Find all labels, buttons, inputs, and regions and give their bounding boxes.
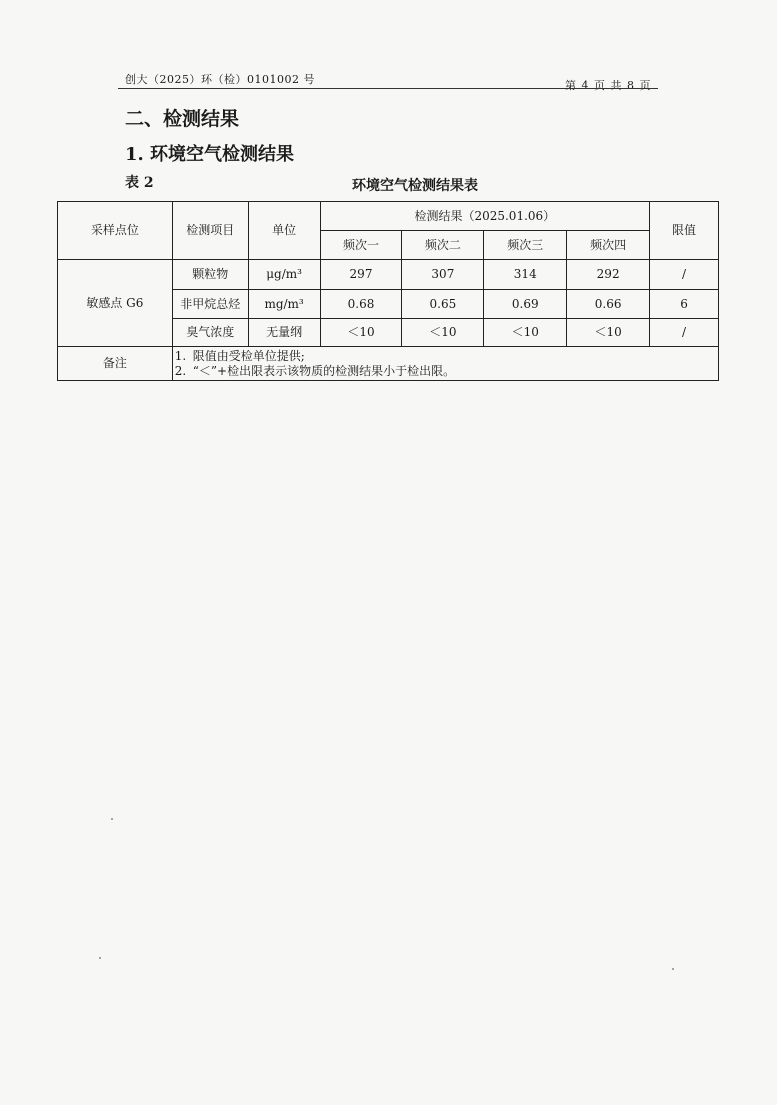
header-freq-4: 频次四 [567,231,650,260]
value-cell: ＜10 [484,319,567,347]
limit-cell: / [650,260,719,290]
remarks-label: 备注 [58,347,173,381]
value-cell: ＜10 [320,319,402,347]
scan-speck [111,818,113,820]
item-cell: 臭气浓度 [172,319,248,347]
remark-line [175,364,718,379]
item-cell: 非甲烷总烃 [172,290,248,319]
limit-cell: / [650,319,719,347]
header-freq-2: 频次二 [402,231,484,260]
value-cell: 0.66 [567,290,650,319]
subsection-title: 1. 环境空气检测结果 [125,144,295,165]
value-cell: 0.69 [484,290,567,319]
page-indicator: 第 4 页 共 8 页 [565,79,652,92]
remarks-row [58,347,719,381]
header-item: 检测项目 [172,202,248,260]
table-number: 表 2 [125,175,154,191]
table-title: 环境空气检测结果表 [352,178,478,194]
remark-text: 限值由受检单位提供; [192,348,305,363]
value-cell: 0.65 [402,290,484,319]
header-results: 检测结果（2025.01.06） [320,202,650,231]
value-cell: 0.68 [320,290,402,319]
header-limit: 限值 [650,202,719,260]
results-table [57,201,719,381]
remark-number: 2. [174,363,187,378]
header-divider [118,88,658,89]
unit-cell: 无量纲 [248,319,320,347]
unit-cell: μg/m³ [248,260,320,290]
remark-number: 1. [174,348,187,363]
header-freq-3: 频次三 [484,231,567,260]
report-number: 创大（2025）环（检）0101002 号 [125,73,315,86]
table-row [58,260,719,290]
header-site: 采样点位 [58,202,173,260]
item-cell: 颗粒物 [172,260,248,290]
header-freq-1: 频次一 [320,231,402,260]
value-cell: 314 [484,260,567,290]
section-title: 二、检测结果 [125,108,240,130]
header-unit: 单位 [248,202,320,260]
value-cell: 292 [567,260,650,290]
unit-cell: mg/m³ [248,290,320,319]
table-header-row [58,202,719,231]
remark-text: “＜”+检出限表示该物质的检测结果小于检出限。 [192,363,456,378]
remark-line [175,349,718,364]
remarks-content [172,347,718,381]
value-cell: 297 [320,260,402,290]
value-cell: 307 [402,260,484,290]
limit-cell: 6 [650,290,719,319]
scan-speck [672,968,674,970]
value-cell: ＜10 [402,319,484,347]
value-cell: ＜10 [567,319,650,347]
scan-speck [99,957,101,959]
site-cell: 敏感点 G6 [58,260,173,347]
